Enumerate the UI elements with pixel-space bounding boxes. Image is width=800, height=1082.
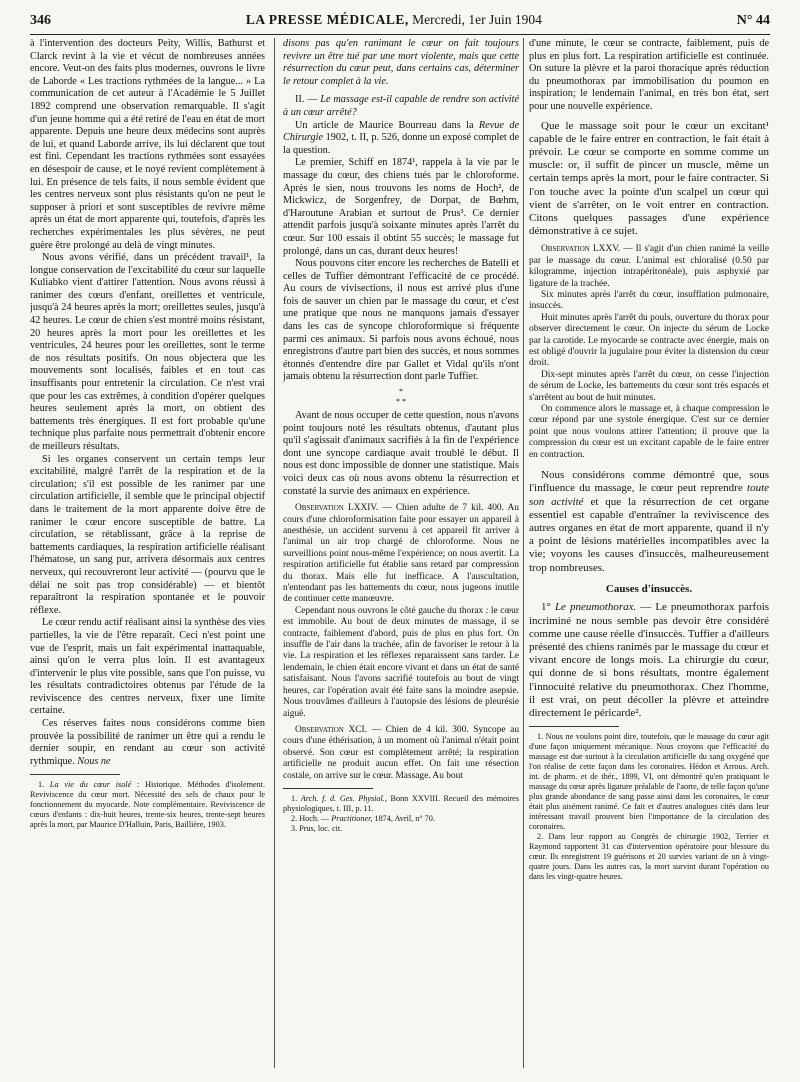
col3-footnote-2: 2. Dans leur rapport au Congrès de chirurgie 1902, Terrier et Raymond rapportent 31 cas d'intervention opératoire pour blessure du cœur. Ils enregistrent 19 guérisons et 20 survies variant de un à vingt-quatre jours. Dans les autres cas, la mort survint durant l'opération ou dans les vingt-quatre heures. [529, 832, 769, 882]
emphasis: toute son activité [529, 482, 769, 508]
journal-title: LA PRESSE MÉDICALE, [245, 12, 409, 27]
observation-paragraph-4: Dix-sept minutes après l'arrêt du cœur, on cesse l'injection de sérum de Locke, les battements du cœur sont très espacés et s'arrêtent au bout de huit minutes. [529, 369, 769, 403]
asterism: * * * [396, 387, 406, 407]
spacer [529, 461, 769, 469]
col1-paragraph-4: Le cœur rendu actif réalisant ainsi la synthèse des vies partielles, la vie de l'être reparaît. Ceci n'est point une vue de l'esprit, mais un fait expérimental inattaquable, ainsi qu'on le verra plus loin. Il est avantageux d'intervenir le plus vite possible, sans que l'on puisse, vu les résultats contradictoires obtenus par l'étude de la reviviscence des centres nerveux, fixer une limite certaine. [30, 617, 265, 717]
col3-footnotes [529, 732, 769, 882]
item-text: — Le pneumothorax parfois incriminé ne nous semble pas devoir être considéré comme une cause réelle d'insuccès. Tuffier a d'ailleurs présenté des chiens ranimés par le massage du cœur et vivant encore de longs mois. La chirurgie du cœur, qui donne de si bons résultats, montre également l'innocuité relative du pneumothorax. Chez l'homme, il est vrai, on peut décoller la plèvre et atteindre directement le péricarde². [529, 601, 769, 719]
observation-title: Observation LXXV. [541, 244, 621, 255]
col2-paragraph-2: Le premier, Schiff en 1874¹, rappela à la vie par le massage du cœur, des chiens tués par le chloroforme. Après le sien, nous trouvons les noms de Hoch², de Mickwicz, de Sorgenfrey, de Dorpat, de Bœhm, d'Haroutune Arabian et surtout de Prus³. Ce dernier attendit parfois jusqu'à soixante minutes après l'arrêt du cœur. Sur 100 essais il obtint 55 succès; le massage fut prolongé, dans un cas, durant deux heures! [283, 157, 519, 257]
col2-footnote-2 [283, 814, 519, 824]
observation-paragraph-3: Huit minutes après l'arrêt du pouls, ouverture du thorax pour observer directement le cœur. On injecte du sérum de Locke par la carotide. Le myocarde se contracte avec énergie, mais on est obligé d'ouvrir la jugulaire pour éviter la distension du cœur droit. [529, 312, 769, 369]
col1-paragraph-3: Si les organes conservent un certain temps leur excitabilité, malgré l'arrêt de la respiration et de la circulation; s'il est possible de les ranimer par une circulation artificielle, il semble que le principal objectif dans le traitement de la mort apparente doive être de ranimer le cœur encore susceptible de battre. La circulation, se rétablissant, grâce à la reprise de battements cardiaques, la respiration artificielle réalisant l'hématose, un sang pur, arrivera désormais aux centres nerveux, qui recouvreront leur activité — (pourvu que le délai ne soit pas trop considérable) — et bientôt reparaîtront la respiration spontanée et le pouvoir réflexe. [30, 453, 265, 616]
col2-paragraph-4: Avant de nous occuper de cette question, nous n'avons point toujours noté les résultats obtenus, d'autant plus qu'il s'agissait d'animaux sacrifiés à la fin de l'expérience dont une syncope cardiaque avait troublé le début. Il nous est donc impossible de donner une statistique. Mais voici deux cas où nous avons obtenu la résurrection et constaté la survie des animaux en expérience. [283, 410, 519, 497]
col3-paragraph-2 [529, 469, 769, 575]
col1-paragraph-5 [30, 718, 265, 768]
footnote-number: 2. [291, 813, 298, 823]
text-run: et que la résurrection de cet organe essentiel est capable d'entraîner la reviviscence des autres organes en état de mort apparente, quand il n'y a point de lésions matérielles incompatibles avec la vie; voyons les causes d'insuccès, malheureusement trop nombreuses. [529, 495, 769, 574]
heading-text: Le massage est-il capable de rendre son activité à un cœur arrêté? [283, 94, 519, 118]
observation-paragraph [529, 244, 769, 290]
page-number: 346 [30, 13, 51, 28]
observation-lxxiv [283, 503, 519, 782]
footnote-title: La vie du cœur isolé [49, 780, 132, 790]
col1-footnotes [30, 780, 265, 830]
footnote-text: 1874, Avril, n° 70. [374, 813, 435, 823]
footnote-number: 1. [291, 793, 298, 803]
column-divider-2 [523, 38, 524, 1068]
column-divider-1 [274, 38, 275, 1068]
footnote-number: 1. [38, 780, 45, 790]
col1-footnote-1 [30, 780, 265, 830]
observation-text: — Il s'agit d'un chien ranimé la veille par le massage du cœur. L'animal est chloralisé (0.50 par kilogramme, injection intrapéritonéale), puis asphyxié par ligature de la trachée. [529, 244, 769, 289]
column-1 [30, 38, 265, 1068]
text-run: 1902, t. II, p. 526, donne un exposé complet de la question. [283, 132, 519, 156]
col2-paragraph-0: disons pas qu'en ranimant le cœur on fait toujours revivre un être tué par une mort violente, mais que cette résurrection du cœur peut, dans certains cas, déterminer le retour complet à la vie. [283, 38, 519, 87]
footnote-text: Bonn XXVIII. Recueil des mémoires physiologiques, t. III, p. 11. [283, 793, 519, 813]
footnote-separator [529, 726, 619, 727]
col1-paragraph-5-text: Ces réserves faites nous considérons comme bien prouvée la possibilité de ranimer un être qui a rendu le dernier soupir, en rendant au cœur son activité rythmique. [30, 718, 265, 767]
observation-xci [283, 725, 519, 782]
column-3 [529, 38, 769, 1068]
footnote-source: Practitioner, [331, 813, 373, 823]
col3-paragraph-0: d'une minute, le cœur se contracte, faiblement, puis de plus en plus fort. La respiration artificielle est continuée. On suture la plèvre et la paroi thoracique après réduction du pneumothorax par immobilisation du poumon en inspiration; le lendemain l'animal, en très bon état, sert pour une nouvelle expérience. [529, 38, 769, 112]
observation-paragraph [283, 503, 519, 606]
col1-paragraph-5-italic: Nous ne [77, 755, 111, 767]
footnote-separator [30, 774, 120, 775]
col1-paragraph-1: à l'intervention des docteurs Peity, Willis, Bathurst et Clarck revint à la vie et vécut de nombreuses années encore. Veut-on des faits plus modernes, ouvrons le livre de Laborde « Les tractions rythmées de la langue... » La communication de cet auteur à l'Académie le 5 Juillet 1892 comprend une observation remarquable. Il s'agit d'un jeune homme qui a été retiré de l'eau en état de mort apparente. Depuis une heure deux médecins sont auprès de lui, et quand Laborde arrive, ils lui déclarent que tout est fini. Cependant les tractions rythmées sont essayées en désespoir de cause, et le noyé revient complètement à lui. En présence de tels faits, il nous semble évident que les centres nerveux sont plus résistants qu'on ne peut le supposer à priori et sont susceptibles de revivre même après un état de mort apparente qui, toutefois, d'après les recherches expérimentales les plus sévères, ne peut guère être prolongé au delà de vingt minutes. [30, 38, 265, 251]
footnote-author: Hoch. — [299, 813, 330, 823]
section-title: Causes d'insuccès. [605, 582, 693, 595]
observation-paragraph-5: On commence alors le massage et, à chaque compression le cœur répond par une systole énergique. C'est sur ce dernier point que nous voulons attirer l'attention; il prouve que la compression du cœur est un excitant capable de le faire entrer en contraction. [529, 404, 769, 460]
page-header [30, 12, 770, 35]
footnote-source: Arch. f. d. Ges. Physiol., [300, 793, 387, 803]
col3-paragraph-3 [529, 601, 769, 720]
observation-title: Observation XCI. [295, 724, 367, 735]
masthead [246, 12, 542, 28]
observation-text: — Chien adulte de 7 kil. 400. Au cours d'une chloroformisation faite pour essayer un appareil à anesthésie, un accident survenu à cet appareil fit arriver à l'animal un air trop chargé de chloroforme. Nous ne surveillions point nous-même l'expérience; on nous avertit. La respiration artificielle fut établie sans retard par compression du thorax. Mais elle fut inefficace. A l'auscultation, n'entendant pas les battements du cœur, nous jugeons inutile de continuer cette manœuvre. [283, 503, 519, 605]
col3-paragraph-1: Que le massage soit pour le cœur un excitant¹ capable de le faire entrer en contraction, le fait était à prévoir. Le cœur se comporte en somme comme un muscle: or, il suffit de pincer un muscle, même un certain temps après la mort, pour le faire contracter. Si l'on touche avec la pointe d'un scalpel un cœur qui vient de s'arrêter, on le voit entrer en contraction. Citons quelques passages d'une expérience démonstrative à ce sujet. [529, 119, 769, 238]
col2-paragraph-3: Nous pouvons citer encore les recherches de Batelli et celles de Tuffier démontrant l'efficacité de ce procédé. Au cours de vivisections, il nous est arrivé plus d'une fois de sauver un chien par le massage du cœur, et c'est une pratique que nous ne manquons jamais d'essayer dans les cas de syncope chloroformique si fréquente parmi ces animaux. Si parfois nous avons échoué, nous enregistrons d'autre part bien des succès, et nous sommes étonnés d'entendre dire par Gallet et Vidal qu'ils n'ont jamais obtenu la résurrection dont parle Tuffier. [283, 258, 519, 383]
col2-footnotes [283, 794, 519, 834]
observation-paragraph-2: Six minutes après l'arrêt du cœur, insufflation pulmonaire, insuccès. [529, 290, 769, 312]
col2-footnote-3: 3. Prus, loc. cit. [291, 823, 343, 833]
col2-footnote-1 [283, 794, 519, 814]
issue-date: Mercredi, 1er Juin 1904 [412, 12, 542, 27]
text-run: Nous considérons comme démontré que, sous l'influence du massage, le cœur peut reprendre [529, 469, 769, 495]
footnote-separator [283, 788, 373, 789]
item-title: Le pneumothorax. [554, 601, 637, 614]
section-heading-2 [283, 94, 519, 119]
footnote-text: : Historique. Méthodes d'isolement. Reviviscence du cœur mort. Nécessité des sels de chaux pour le fonctionnement du myocarde. Note complémentaire. Reviviscence de cœurs d'enfants : dix-huit heures, trente-six heures, trente-sept heures après la mort, par Maurice D'Halluin, Paris, Baillière, 1903. [30, 780, 265, 830]
observation-text: — Chien de 4 kil. 300. Syncope au cours d'une éthérisation, à un moment où l'animal n'était point observé. Son cœur est complètement arrêté; la respiration artificielle ne produit aucun effet. On fait une résection costale, on arrive sur le cœur. Massage. Au bout [283, 724, 519, 781]
issue-number: N° 44 [736, 13, 770, 28]
item-number: 1° [541, 601, 551, 614]
observation-lxxv [529, 244, 769, 461]
text-run: Un article de Maurice Bourreau dans la [295, 119, 474, 131]
heading-number: II. — [295, 94, 318, 106]
journal-name: Revue de Chirurgie [283, 119, 519, 144]
col2-paragraph-1 [283, 120, 519, 158]
column-2 [283, 38, 519, 1068]
col3-footnote-1: 1. Nous ne voulons point dire, toutefois, que le massage du cœur agit d'une façon uniquement mécanique. Nous croyons que l'efficacité du massage est due surtout à la circulation artificielle du sang oxygéné que l'on réalise de cette façon dans les coronaires. Hédon et Arrous. Arch. int. de pharm. et de thér., 1899, VI, ont démontré qu'en pratiquant le massage du cœur après ligature préalable de l'aorte, de telle façon qu'une plus grande abondance de sang passe ainsi dans les coronaires, le cœur était plus aisément ranimé. Ce fait et d'autres analogues cités dans leur intéressant travail prouvent bien l'importance de la circulation des coronaires. [529, 732, 769, 832]
col1-paragraph-2: Nous avons vérifié, dans un précédent travail¹, la longue conservation de l'excitabilité du cœur sur laquelle Kuliabko vient d'attirer l'attention. Nous avons réussi à ranimer des cœurs d'enfant, oreillettes et ventricule, jusqu'à 24 heures après la mort; oreillettes seules, jusqu'à 42 heures. Le cœur de chien s'est montré moins résistant, 20 heures après la mort pour les oreillettes et les ventricules, 24 heures pour les oreillettes, sont le terme de nos résultats positifs. On nous objectera que les mouvements sont localisés, faibles et en tout cas insuffisants pour entretenir la circulation. Ce n'est vrai que pour les cas extrêmes, à condition d'opérer quelques heures seulement après la mort, on obtient des battements très énergiques. Il est fort probable qu'une technique plus parfaite nous permettrait d'obtenir encore de meilleurs résultats. [30, 252, 265, 452]
observation-paragraph-2: Cependant nous ouvrons le côté gauche du thorax : le cœur est immobile. Au bout de deux minutes de massage, il se contracte, faiblement d'abord, puis de plus en plus fort. On insuffle de l'air dans la trachée, afin de favoriser le retour à la vie. La respiration et les réflexes reparaissent sans tarder. Le lendemain, le chien était encore vivant et dans un état de santé satisfaisant. Nous l'avons sacrifié toutefois au bout de vingt heures, car l'opération avait été faite sans la moindre asepsie. Nous trouvâmes d'ailleurs à l'autopsie des lésions de pleurésie aiguë. [283, 605, 519, 719]
observation-title: Observation LXXIV. [295, 503, 379, 514]
